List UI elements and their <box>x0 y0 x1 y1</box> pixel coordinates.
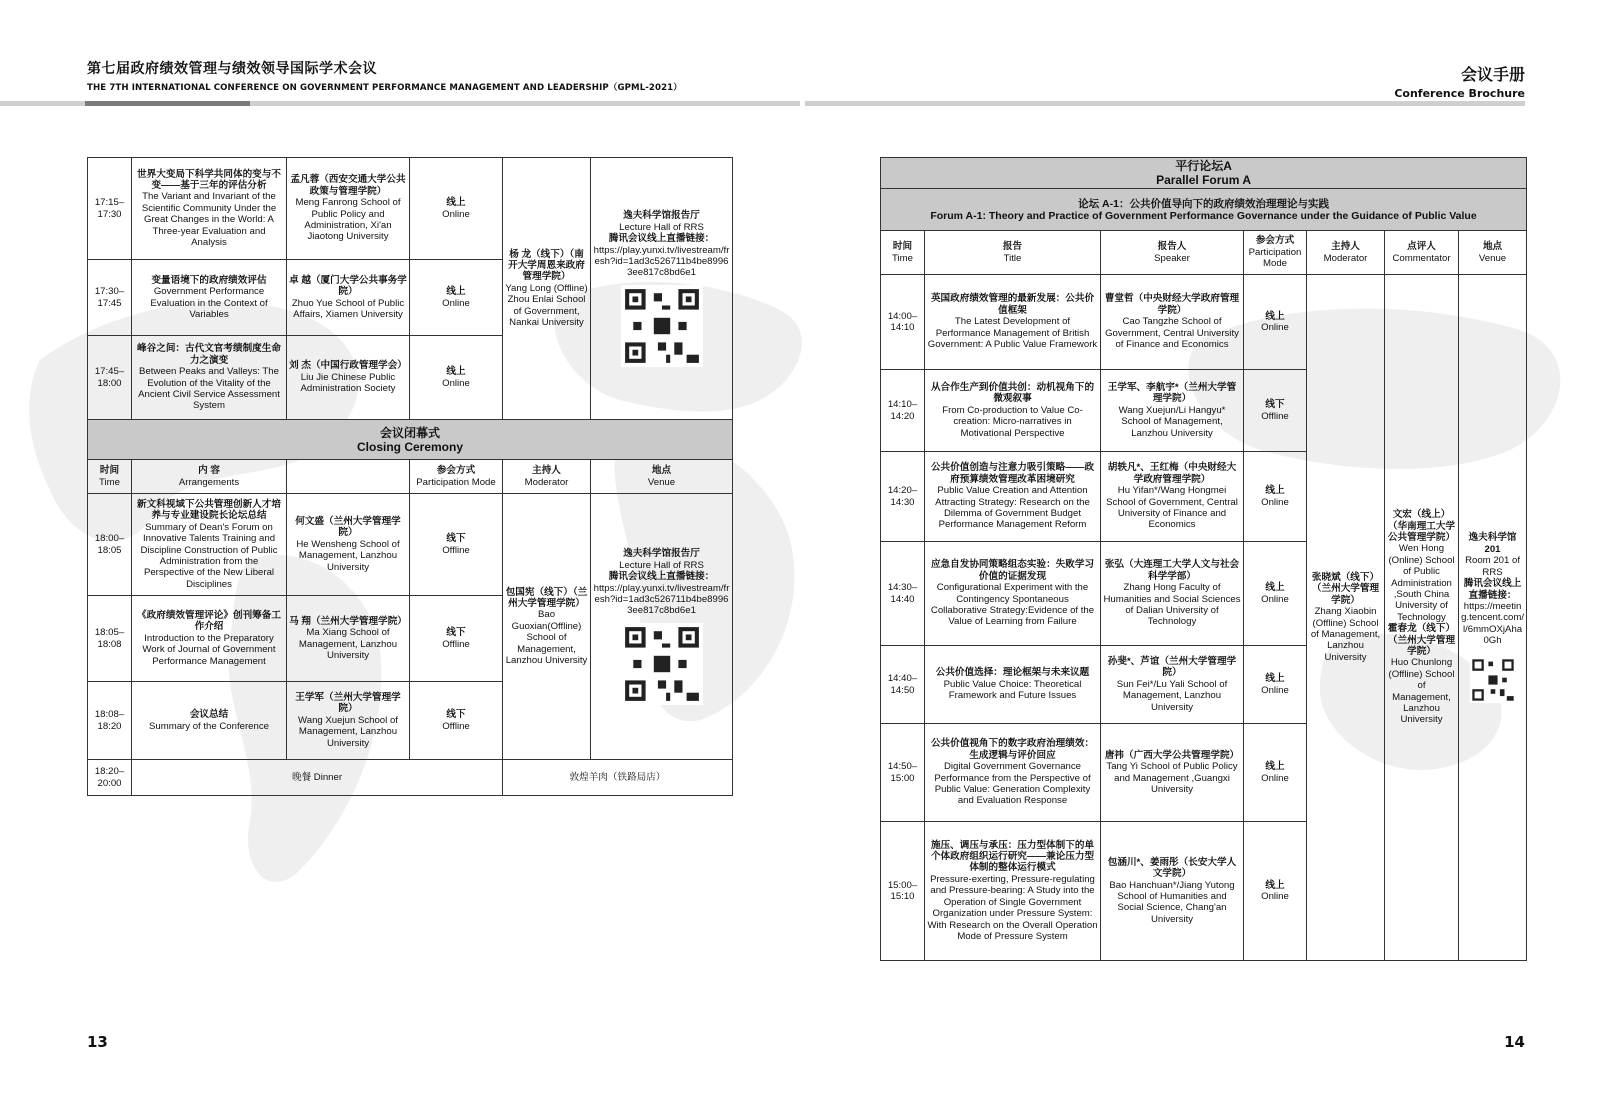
left-schedule-table <box>87 157 733 796</box>
qr-code-icon <box>1470 657 1516 703</box>
forum-subtitle-cn: 论坛 A-1：公共价值导向下的政府绩效治理理论与实践 <box>1078 197 1329 210</box>
closing-title-en: Closing Ceremony <box>356 439 464 454</box>
mode-cell: 线下 Offline <box>1244 370 1307 452</box>
brochure-header <box>1394 62 1525 100</box>
forum-subtitle-en: Forum A-1: Theory and Practice of Government Performance Governance under the Guidance of Public Value <box>930 209 1477 222</box>
mode-cell: 线上 Online <box>1244 542 1307 646</box>
header-arrangements: 内 容 Arrangements <box>132 460 287 494</box>
closing-ceremony-band <box>88 420 733 460</box>
title-cell: 施压、调压与承压：压力型体制下的单个体政府组织运行研究——兼论压力型体制的整体运行模式 Pressure-exerting, Pressure-regulating and Pressure-bearing: A Study into the Operation of Single Government Organization under Pressure System: With Research on the Overall Operation Mode of Pressure System <box>925 822 1101 961</box>
title-cell: 世界大变局下科学共同体的变与不变——基于三年的评估分析 The Variant and Invariant of the Scientific Community Under the Great Changes in the World: A Three-year Evaluation and Analysis <box>132 158 287 260</box>
mode-cell: 线上 Online <box>1244 452 1307 542</box>
venue-cell: 逸夫科学馆报告厅 Lecture Hall of RRS 腾讯会议线上直播链接： https://play.yunxi.tv/livestream/fresh?id=1ad3c526711b4be89963ee817c8bd6e1 <box>591 158 733 420</box>
title-cell: 公共价值创造与注意力吸引策略——政府预算绩效管理改革困境研究 Public Value Creation and Attention Attracting Strategy: Research on the Dilemma of Government Budget Performance Management Reform <box>925 452 1101 542</box>
time-cell: 18:08–18:20 <box>88 682 132 760</box>
venue-cell: 逸夫科学馆报告厅 Lecture Hall of RRS 腾讯会议线上直播链接： https://play.yunxi.tv/livestream/fresh?id=1ad3c526711b4be89963ee817c8bd6e1 <box>591 494 733 760</box>
mode-cell: 线下 Offline <box>410 682 503 760</box>
time-cell: 14:40–14:50 <box>881 646 925 724</box>
closing-header-row <box>88 460 733 494</box>
title-cell: 新文科视域下公共管理创新人才培养与专业建设院长论坛总结 Summary of Dean's Forum on Innovative Talents Training and Discipline Construction of Public Administration from the Perspective of the New Liberal Disciplines <box>132 494 287 596</box>
time-cell: 14:20–14:30 <box>881 452 925 542</box>
table-row <box>881 275 1527 370</box>
time-cell: 17:30–17:45 <box>88 260 132 336</box>
title-cell: 公共价值视角下的数字政府治理绩效：生成逻辑与评价回应 Digital Government Governance Performance from the Perspective of Public Value: Generation Complexity and Evaluation Response <box>925 724 1101 822</box>
title-cell: 公共价值选择：理论框架与未来议题 Public Value Choice: Theoretical Framework and Future Issues <box>925 646 1101 724</box>
header-time: 时间 Time <box>881 231 925 275</box>
time-cell: 14:00–14:10 <box>881 275 925 370</box>
speaker-cell: 胡轶凡*、王红梅（中央财经大学政府管理学院） Hu Yifan*/Wang Hongmei School of Government, Central University of Finance and Economics <box>1101 452 1244 542</box>
title-cell: 应急自发协同策略组态实验：失败学习价值的证据发现 Configurational Experiment with the Contingency Spontaneous Collaborative Strategy:Evidence of the Value of Learning from Failure <box>925 542 1101 646</box>
forum-subtitle-band <box>881 189 1527 231</box>
header-rule-accent <box>85 101 250 106</box>
mode-cell: 线下 Offline <box>410 494 503 596</box>
time-cell: 18:05–18:08 <box>88 596 132 682</box>
time-cell: 17:45–18:00 <box>88 336 132 420</box>
table-row <box>88 158 733 260</box>
header-mode: 参会方式 Participation Mode <box>410 460 503 494</box>
mode-cell: 线上 Online <box>410 260 503 336</box>
header-rule-right <box>805 101 1525 106</box>
forum-a-table <box>880 157 1527 961</box>
header-commentator: 点评人 Commentator <box>1385 231 1459 275</box>
conference-header <box>87 58 682 93</box>
commentator-cell: 文宏（线上）（华南理工大学公共管理学院） Wen Hong (Online) School of Public Administration ,South China University of Technology 霍春龙（线下）（兰州大学管理学院） Huo Chunlong (Offline) School of Management, Lanzhou University <box>1385 275 1459 961</box>
time-cell: 17:15–17:30 <box>88 158 132 260</box>
mode-cell: 线上 Online <box>1244 275 1307 370</box>
dinner-row <box>88 760 733 796</box>
forum-title-cn: 平行论坛A <box>1175 159 1232 173</box>
dinner-place-cell: 敦煌羊肉（铁路局店） <box>503 760 733 796</box>
title-cell: 会议总结 Summary of the Conference <box>132 682 287 760</box>
title-cell: 峰谷之间：古代文官考绩制度生命力之演变 Between Peaks and Valleys: The Evolution of the Vitality of the Ancient Civil Service Assessment System <box>132 336 287 420</box>
closing-title-cn: 会议闭幕式 <box>379 425 440 440</box>
speaker-cell: 唐祎（广西大学公共管理学院） Tang Yi School of Public Policy and Management ,Guangxi University <box>1101 724 1244 822</box>
header-speaker: 报告人 Speaker <box>1101 231 1244 275</box>
mode-cell: 线下 Offline <box>410 596 503 682</box>
time-cell: 14:10–14:20 <box>881 370 925 452</box>
table-row <box>88 494 733 596</box>
title-cell: 英国政府绩效管理的最新发展：公共价值框架 The Latest Development of Performance Management of British Government: A Public Value Framework <box>925 275 1101 370</box>
speaker-cell: 孟凡蓉（西安交通大学公共政策与管理学院） Meng Fanrong School of Public Policy and Administration, Xi'an Jiaotong University <box>287 158 410 260</box>
title-cell: 《政府绩效管理评论》创刊筹备工作介绍 Introduction to the Preparatory Work of Journal of Government Performance Management <box>132 596 287 682</box>
mode-cell: 线上 Online <box>410 158 503 260</box>
mode-cell: 线上 Online <box>410 336 503 420</box>
forum-title-band <box>881 158 1527 189</box>
header-moderator: 主持人 Moderator <box>503 460 591 494</box>
speaker-cell: 卓 越（厦门大学公共事务学院） Zhuo Yue School of Public Affairs, Xiamen University <box>287 260 410 336</box>
page-number-left: 13 <box>87 1033 108 1051</box>
livestream-link[interactable]: https://play.yunxi.tv/livestream/fresh?id=1ad3c526711b4be89963ee817c8bd6e1 <box>593 244 730 279</box>
header-time: 时间 Time <box>88 460 132 494</box>
brochure-title-cn: 会议手册 <box>1460 65 1525 84</box>
time-cell: 14:50–15:00 <box>881 724 925 822</box>
meeting-link[interactable]: https://meeting.tencent.com/l/6mmOXjAha0Gh <box>1461 600 1524 647</box>
speaker-cell: 张弘（大连理工大学人文与社会科学学部） Zhang Hong Faculty of Humanities and Social Sciences of Dalian University of Technology <box>1101 542 1244 646</box>
header-venue: 地点 Venue <box>1459 231 1527 275</box>
qr-code-icon <box>621 285 703 367</box>
forum-title-en: Parallel Forum A <box>1156 173 1251 187</box>
speaker-cell: 孙斐*、芦谊（兰州大学管理学院） Sun Fei*/Lu Yali School of Management, Lanzhou University <box>1101 646 1244 724</box>
header-mode: 参会方式 Participation Mode <box>1244 231 1307 275</box>
header-moderator: 主持人 Moderator <box>1307 231 1385 275</box>
title-cell: 变量语境下的政府绩效评估 Government Performance Evaluation in the Context of Variables <box>132 260 287 336</box>
conference-title-cn: 第七届政府绩效管理与绩效领导国际学术会议 <box>87 61 377 77</box>
moderator-cell: 杨 龙（线下）（南开大学周恩来政府管理学院） Yang Long (Offline) Zhou Enlai School of Government, Nankai University <box>503 158 591 420</box>
speaker-cell: 何文盛（兰州大学管理学院） He Wensheng School of Management, Lanzhou University <box>287 494 410 596</box>
livestream-link[interactable]: https://play.yunxi.tv/livestream/fresh?id=1ad3c526711b4be89963ee817c8bd6e1 <box>593 582 730 617</box>
speaker-cell: 曹堂哲（中央财经大学政府管理学院） Cao Tangzhe School of Government, Central University of Finance and Economics <box>1101 275 1244 370</box>
moderator-cell: 包国宪（线下）（兰州大学管理学院） Bao Guoxian(Offline) School of Management, Lanzhou University <box>503 494 591 760</box>
mode-cell: 线上 Online <box>1244 822 1307 961</box>
speaker-cell: 刘 杰（中国行政管理学会） Liu Jie Chinese Public Administration Society <box>287 336 410 420</box>
speaker-cell: 王学军、李航宇*（兰州大学管理学院） Wang Xuejun/Li Hangyu* School of Management, Lanzhou University <box>1101 370 1244 452</box>
qr-code-icon <box>621 623 703 705</box>
dinner-cell: 晚餐 Dinner <box>132 760 503 796</box>
time-cell: 15:00–15:10 <box>881 822 925 961</box>
time-cell: 18:00–18:05 <box>88 494 132 596</box>
time-cell: 18:20–20:00 <box>88 760 132 796</box>
conference-title-en: THE 7TH INTERNATIONAL CONFERENCE ON GOVERNMENT PERFORMANCE MANAGEMENT AND LEADERSHIP（GPML-2021） <box>87 83 682 93</box>
brochure-title-en: Conference Brochure <box>1394 87 1525 100</box>
venue-cell: 逸夫科学馆201 Room 201 of RRS 腾讯会议线上直播链接： https://meeting.tencent.com/l/6mmOXjAha0Gh <box>1459 275 1527 961</box>
forum-header-row <box>881 231 1527 275</box>
speaker-cell: 王学军（兰州大学管理学院） Wang Xuejun School of Management, Lanzhou University <box>287 682 410 760</box>
header-venue: 地点 Venue <box>591 460 733 494</box>
speaker-cell: 马 翔（兰州大学管理学院） Ma Xiang School of Management, Lanzhou University <box>287 596 410 682</box>
header-title: 报告 Title <box>925 231 1101 275</box>
title-cell: 从合作生产到价值共创：动机视角下的微观叙事 From Co-production to Value Co-creation: Micro-narratives in Motivational Perspective <box>925 370 1101 452</box>
page-number-right: 14 <box>1504 1033 1525 1051</box>
speaker-cell: 包涵川*、姜雨彤（长安大学人文学院） Bao Hanchuan*/Jiang Yutong School of Humanities and Social Science, Chang'an University <box>1101 822 1244 961</box>
mode-cell: 线上 Online <box>1244 724 1307 822</box>
header-blank <box>287 460 410 494</box>
moderator-cell: 张晓斌（线下）（兰州大学管理学院） Zhang Xiaobin (Offline) School of Management, Lanzhou University <box>1307 275 1385 961</box>
time-cell: 14:30–14:40 <box>881 542 925 646</box>
mode-cell: 线上 Online <box>1244 646 1307 724</box>
